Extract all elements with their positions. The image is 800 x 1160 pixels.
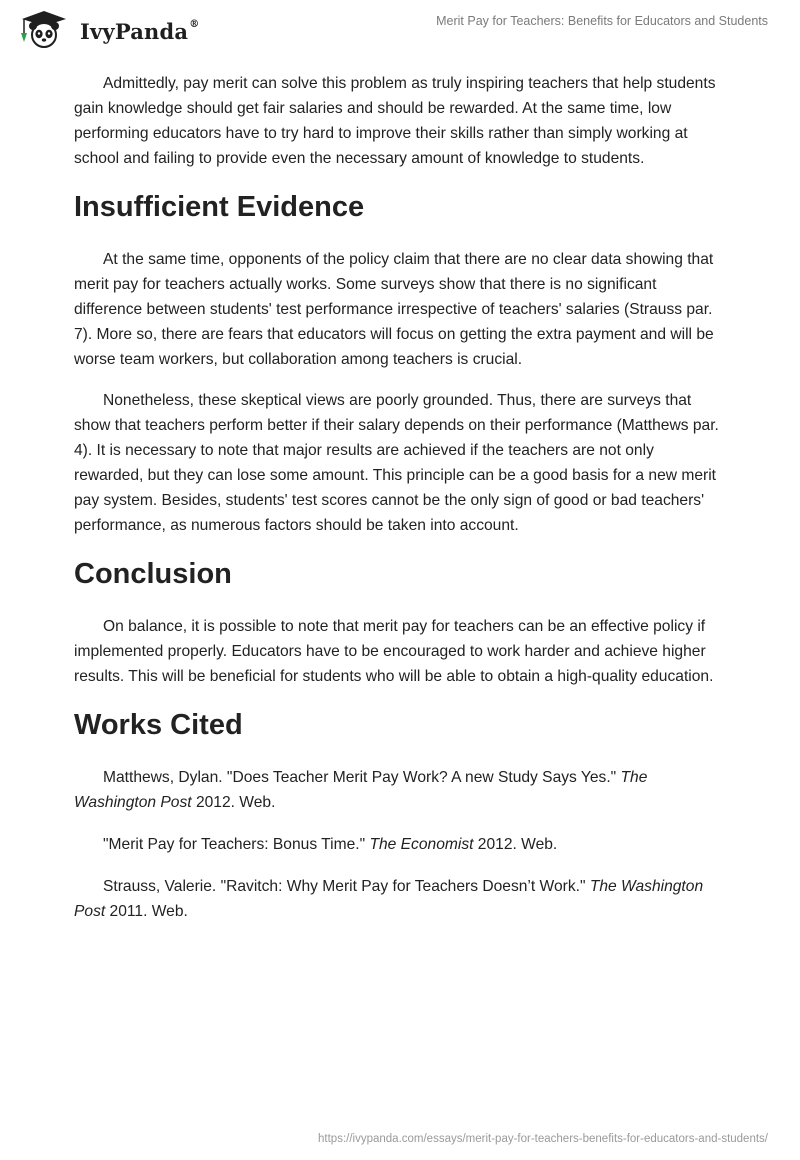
page-header (0, 0, 800, 60)
citation-source: The Washington Post (74, 878, 704, 920)
ivypanda-logo[interactable] (14, 9, 199, 49)
evidence-paragraph-2: Nonetheless, these skeptical views are poorly grounded. Thus, there are surveys that show that teachers perform better if their salary depends on their performance (Matthews par. 4). It is necessary to note that major results are achieved if the teachers are not only rewarded, but they can lose some amount. This principle can be a good basis for a new merit pay system. Besides, students' test scores cannot be the only sign of good or bad teachers' performance, as numerous factors should be taken into account. (74, 392, 719, 534)
registered-mark: ® (189, 18, 200, 30)
document-title: Merit Pay for Teachers: Benefits for Educators and Students (436, 14, 768, 28)
citation-entry: Matthews, Dylan. "Does Teacher Merit Pay Work? A new Study Says Yes." The Washington Post 2012. Web. (74, 769, 648, 811)
citation-source: The Washington Post (74, 769, 648, 811)
essay-content (74, 71, 726, 941)
section-heading-conclusion: Conclusion (74, 558, 232, 590)
section-heading-insufficient-evidence: Insufficient Evidence (74, 191, 365, 223)
section-heading-works-cited: Works Cited (74, 709, 243, 741)
conclusion-paragraph: On balance, it is possible to note that merit pay for teachers can be an effective policy if implemented properly. Educators have to be encouraged to work harder and achieve higher results. This will be beneficial for students who will be able to obtain a high-quality education. (74, 618, 714, 685)
intro-paragraph: Admittedly, pay merit can solve this problem as truly inspiring teachers that help students gain knowledge should get fair salaries and should be rewarded. At the same time, low performing educators have to try hard to improve their skills rather than simply working at school and failing to provide even the necessary amount of knowledge to students. (74, 75, 716, 167)
citation-entry: "Merit Pay for Teachers: Bonus Time." The Economist 2012. Web. (103, 836, 558, 853)
panda-graduate-icon (14, 9, 74, 49)
evidence-paragraph-1: At the same time, opponents of the policy claim that there are no clear data showing that merit pay for teachers actually works. Some surveys show that there is no significant difference between students' test performance irrespective of teachers' salaries (Strauss par. 7). More so, there are fears that educators will focus on getting the extra payment and will be worse team workers, but collaboration among teachers is crucial. (74, 251, 714, 368)
citation-source: The Economist (369, 836, 474, 853)
source-url-link[interactable]: https://ivypanda.com/essays/merit-pay-for-teachers-benefits-for-educators-and-students/ (318, 1133, 768, 1145)
citation-entry: Strauss, Valerie. "Ravitch: Why Merit Pay for Teachers Doesn’t Work." The Washington Post 2011. Web. (74, 878, 704, 920)
brand-name: IvyPanda® (80, 18, 200, 44)
